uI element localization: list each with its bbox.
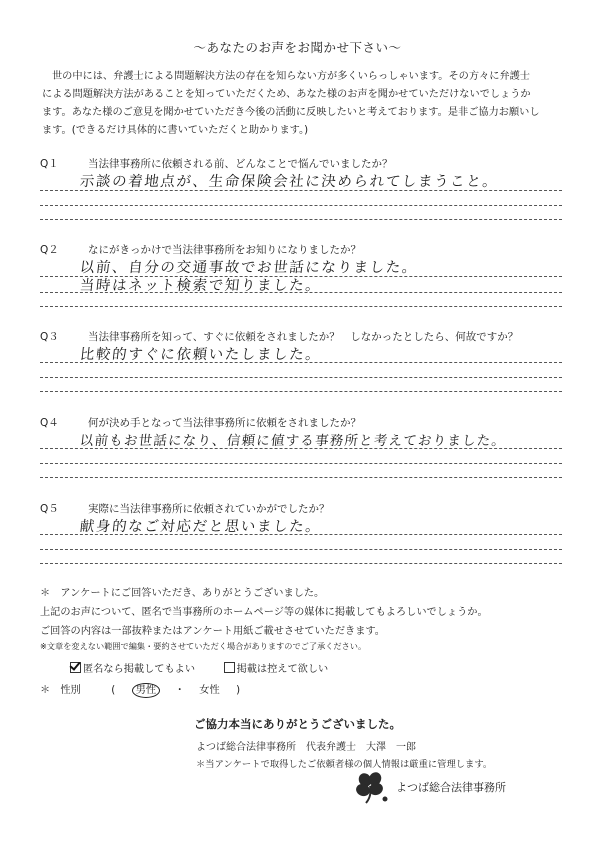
closing-thanks: ご協力本当にありがとうございました。 — [194, 717, 401, 731]
checkbox-checked-icon[interactable] — [70, 662, 81, 673]
intro-paragraph — [42, 68, 562, 140]
question-text: 当法律事務所に依頼される前、どんなことで悩んでいましたか？ — [88, 158, 393, 170]
handwritten-answer: 比較的すぐに依頼いたしました。 — [79, 347, 323, 363]
intro-line: ます。(できるだけ具体的に書いていただくと助かります。) — [42, 125, 309, 136]
question-number: Q２ — [40, 244, 59, 256]
question-1 — [40, 156, 562, 218]
gender-option-male[interactable]: 男性 — [132, 683, 160, 698]
consent-question: 上記のお声について、匿名で当事務所のホームページ等の媒体に掲載してもよろしいでしょうか。 — [40, 607, 488, 618]
answer-line — [40, 448, 562, 449]
firm-logo-text: よつば総合法律事務所 — [396, 781, 506, 794]
clover-icon — [352, 770, 392, 806]
question-number: Q５ — [40, 503, 59, 515]
answer-line — [40, 362, 562, 363]
gender-field — [40, 681, 240, 698]
gender-option-female[interactable]: 女性 — [199, 685, 220, 696]
handwritten-answer: 示談の着地点が、生命保険会社に決められてしまうこと。 — [79, 174, 500, 190]
question-4 — [40, 415, 562, 477]
question-5 — [40, 501, 562, 563]
answer-line — [40, 463, 562, 464]
question-number: Q１ — [40, 158, 59, 170]
handwritten-answer: 以前、自分の交通事故でお世話になりました。 — [79, 260, 419, 276]
answer-line — [40, 534, 562, 535]
handwritten-answer: 以前もお世話になり、信頼に値する事務所と考えておりました。 — [78, 433, 507, 449]
question-3 — [40, 329, 562, 391]
question-text: 何が決め手となって当法律事務所に依頼をされましたか？ — [88, 417, 361, 429]
question-text: なにがきっかけで当法律事務所をお知りになりましたか？ — [88, 244, 361, 256]
intro-line: ます。あなた様のご意見を聞かせていただき今後の活動に反映したいと考えております。是非ご協力お願いし — [42, 107, 540, 118]
answer-line — [40, 292, 562, 293]
editing-note: ※文章を変えない範囲で編集・要約させていただく場合がありますのでご了承ください。 — [40, 641, 367, 651]
answer-line — [40, 391, 562, 392]
page-title: ～あなたのお声をお聞かせ下さい～ — [193, 40, 402, 55]
gender-label: ＊ 性別 — [40, 685, 81, 696]
question-number: Q４ — [40, 417, 59, 429]
checkbox-empty-icon[interactable] — [224, 662, 235, 673]
handwritten-answer: 献身的なご対応だと思いました。 — [79, 519, 323, 535]
question-text: 当法律事務所を知って、すぐに依頼をされましたか？ しなかったとしたら、何故ですか？ — [88, 331, 519, 343]
question-number: Q３ — [40, 331, 59, 343]
intro-line: による問題解決方法があることを知っていただくため、あなた様のお声を聞かせていただけないでしょうか — [42, 89, 531, 100]
intro-line: 世の中には、弁護士による問題解決方法の存在を知らない方が多くいらっしゃいます。その方々に弁護士 — [52, 71, 530, 82]
answer-line — [40, 477, 562, 478]
answer-line — [40, 306, 562, 307]
paren-close: ) — [236, 685, 241, 696]
thanks-note: ＊ アンケートにご回答いただき、ありがとうございました。 — [40, 588, 325, 599]
answer-line — [40, 205, 562, 206]
consent-options — [70, 660, 328, 675]
consent-no-label: 掲載は控えて欲しい — [236, 664, 329, 675]
answer-line — [40, 190, 562, 191]
answer-line — [40, 276, 562, 277]
excerpt-note: ご回答の内容は一部抜粋またはアンケート用紙ご載せさせていただきます。 — [40, 626, 385, 637]
question-2 — [40, 242, 562, 304]
consent-option-yes[interactable] — [70, 664, 198, 675]
answer-line — [40, 549, 562, 550]
handwritten-answer: 当時はネット検索で知りました。 — [79, 278, 323, 294]
consent-yes-label: 匿名なら掲載してもよい — [83, 664, 196, 675]
answer-line — [40, 219, 562, 220]
answer-line — [40, 377, 562, 378]
gender-separator: ・ — [174, 685, 185, 696]
office-name: よつば総合法律事務所 代表弁護士 大澤 一郎 — [196, 742, 416, 753]
question-text: 実際に当法律事務所に依頼されていかがでしたか？ — [88, 503, 330, 515]
paren-open: ( — [111, 685, 116, 696]
privacy-note: ＊当アンケートで取得したご依頼者様の個人情報は厳重に管理します。 — [196, 759, 493, 770]
firm-logo — [352, 770, 542, 806]
answer-line — [40, 563, 562, 564]
consent-option-no[interactable] — [224, 664, 329, 675]
